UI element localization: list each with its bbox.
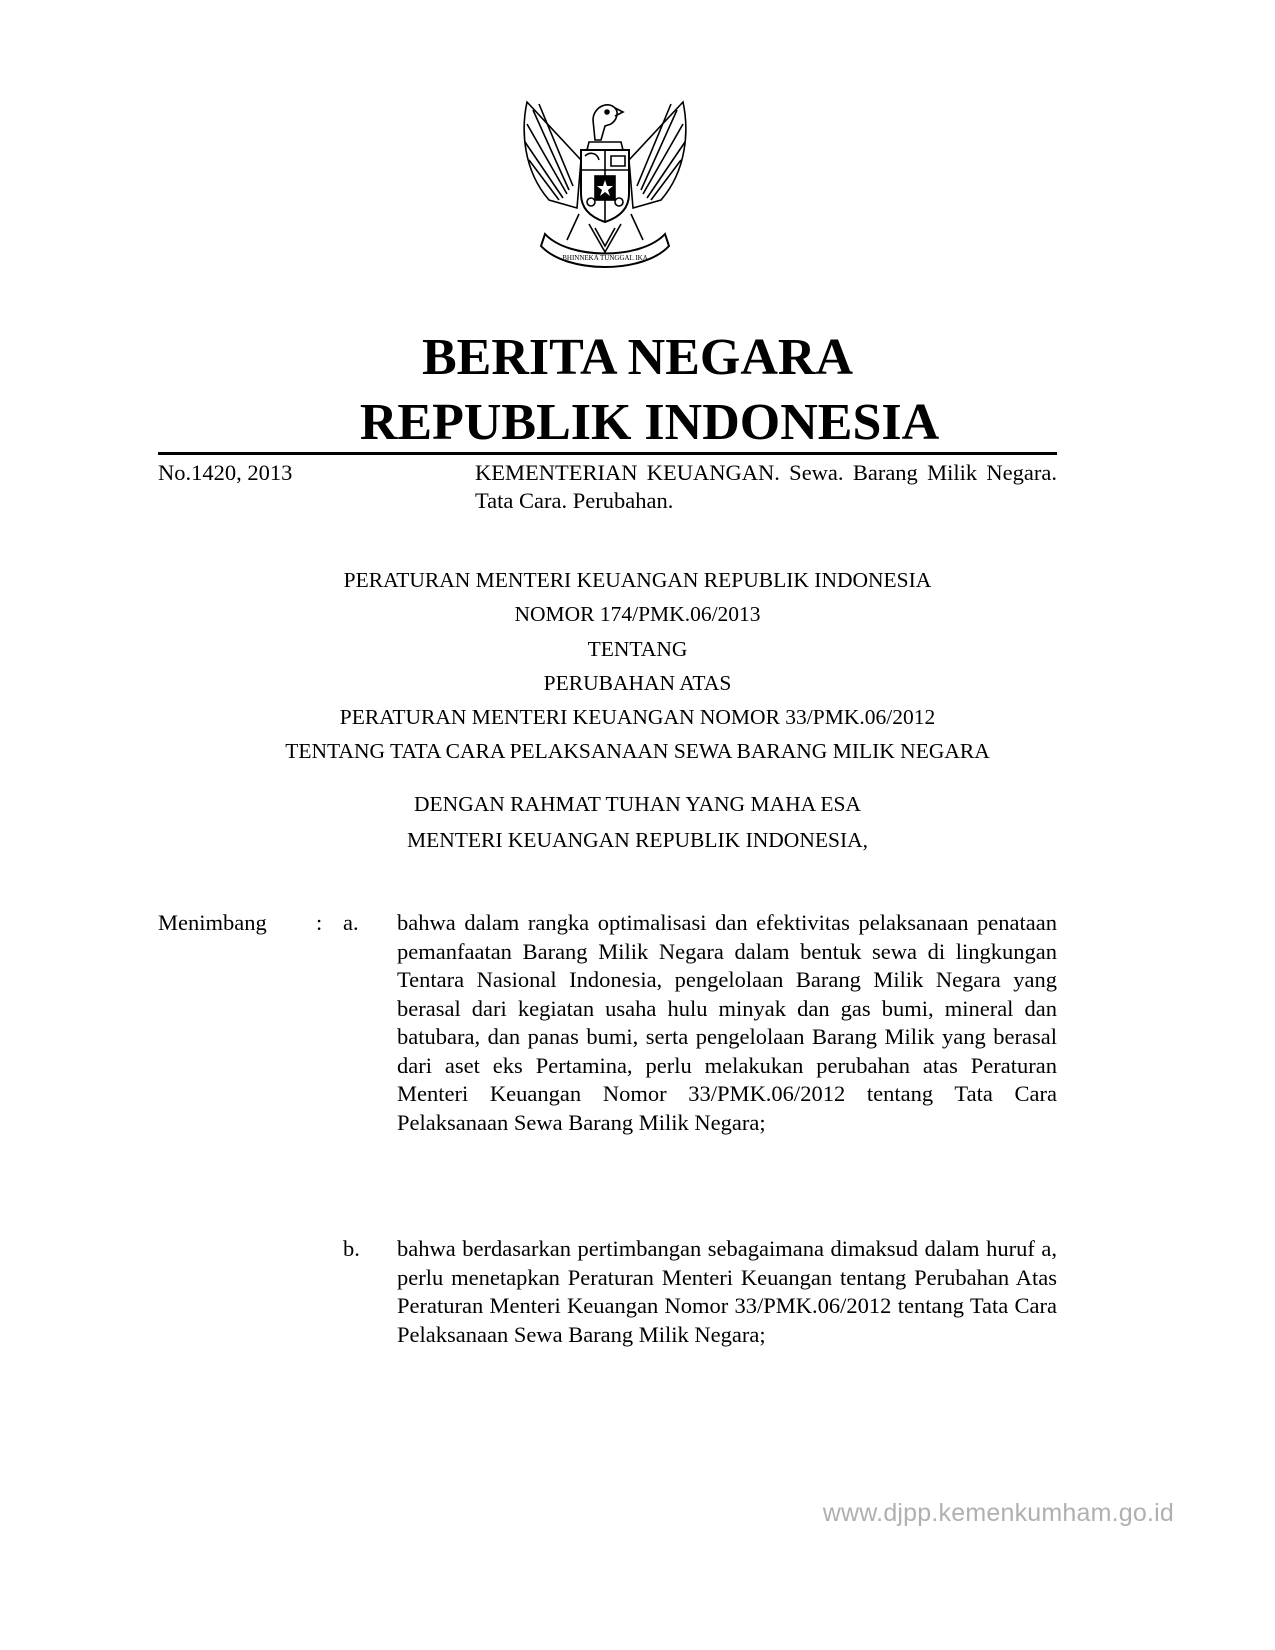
considerations-label: Menimbang bbox=[158, 910, 267, 935]
heading-line: PERUBAHAN ATAS bbox=[543, 670, 732, 695]
consideration-letter-b: b. bbox=[343, 1236, 360, 1261]
heading-line: PERATURAN MENTERI KEUANGAN NOMOR 33/PMK.06/2012 bbox=[339, 705, 936, 730]
document-number: No.1420, 2013 bbox=[158, 460, 293, 485]
opening-line: DENGAN RAHMAT TUHAN YANG MAHA ESA bbox=[414, 792, 861, 816]
heading-line: TENTANG TATA CARA PELAKSANAAN SEWA BARANG MILIK NEGARA bbox=[285, 739, 990, 764]
svg-text:BHINNEKA TUNGGAL IKA: BHINNEKA TUNGGAL IKA bbox=[562, 254, 648, 262]
opening-line: MENTERI KEUANGAN REPUBLIK INDONESIA, bbox=[406, 828, 869, 852]
gazette-title-line-1: BERITA NEGARA bbox=[421, 329, 853, 386]
gazette-title-line-2: REPUBLIK INDONESIA bbox=[359, 394, 940, 451]
considerations-colon: : bbox=[316, 910, 323, 935]
garuda-pancasila-emblem-icon bbox=[519, 90, 691, 282]
source-watermark: www.djpp.kemenkumham.go.id bbox=[822, 1499, 1174, 1527]
consideration-letter-a: a. bbox=[343, 910, 359, 935]
document-subject: KEMENTERIAN KEUANGAN. Sewa. Barang Milik Negara. Tata Cara. Perubahan. bbox=[475, 460, 1057, 513]
heading-line: TENTANG bbox=[587, 636, 688, 661]
heading-line: PERATURAN MENTERI KEUANGAN REPUBLIK INDONESIA bbox=[343, 568, 932, 592]
header-divider bbox=[158, 452, 1057, 455]
consideration-text-a: bahwa dalam rangka optimalisasi dan efektivitas pelaksanaan penataan pemanfaatan Barang Milik Negara dalam bentuk sewa di lingkungan Tentara Nasional Indonesia, pengelolaan Barang Milik Negara yang berasal dari kegiatan usaha hulu minyak dan gas bumi, mineral dan batubara, dan panas bumi, serta pengelolaan Barang Milik yang berasal dari aset eks Pertamina, perlu melakukan perubahan atas Peraturan Menteri Keuangan Nomor 33/PMK.06/2012 tentang Tata Cara Pelaksanaan Sewa Barang Milik Negara; bbox=[397, 910, 1057, 1135]
regulation-heading bbox=[0, 563, 1275, 769]
heading-line: NOMOR 174/PMK.06/2013 bbox=[514, 602, 761, 627]
opening-formula bbox=[0, 786, 1275, 858]
consideration-text-b: bahwa berdasarkan pertimbangan sebagaimana dimaksud dalam huruf a, perlu menetapkan Peraturan Menteri Keuangan tentang Perubahan Atas Peraturan Menteri Keuangan Nomor 33/PMK.06/2012 tentang Tata Cara Pelaksanaan Sewa Barang Milik Negara; bbox=[397, 1236, 1057, 1347]
